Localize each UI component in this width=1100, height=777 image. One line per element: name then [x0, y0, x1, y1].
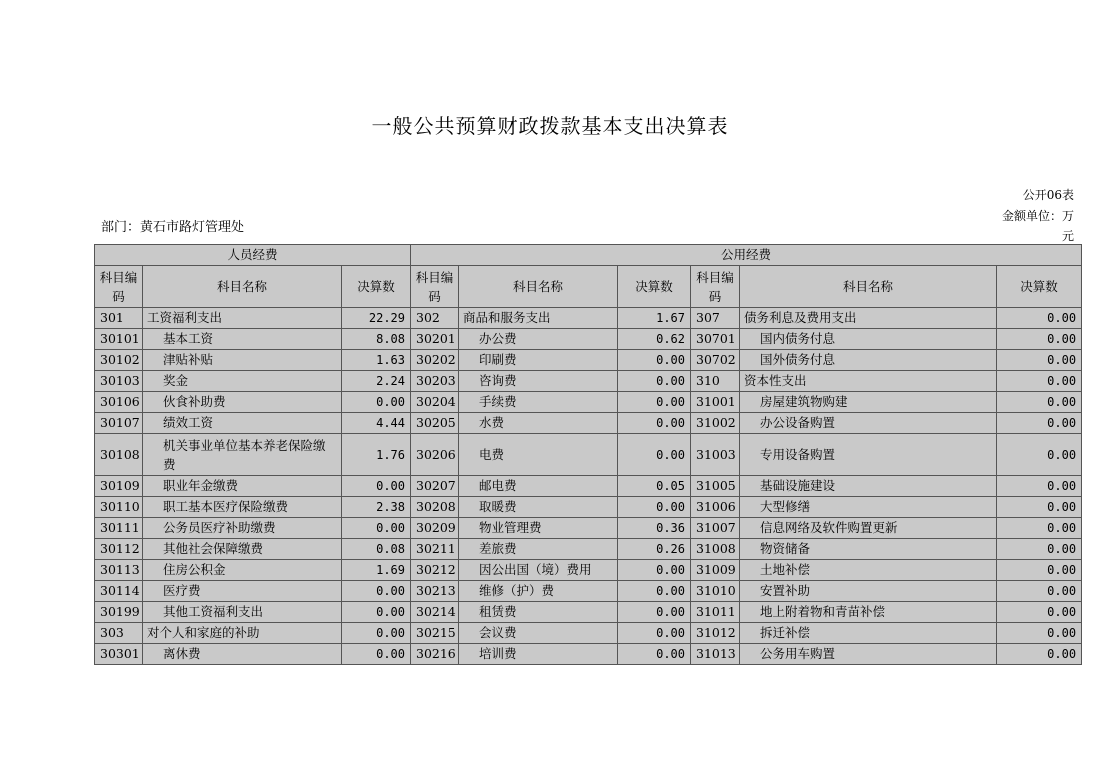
header-amount: 决算数	[997, 266, 1082, 308]
item-name: 国外债务付息	[740, 350, 997, 371]
table-row	[95, 560, 1082, 581]
item-code: 31009	[691, 560, 740, 581]
item-code: 30103	[95, 371, 143, 392]
group-header-row	[95, 245, 1082, 266]
header-code: 科目编码	[691, 266, 740, 308]
item-amount: 0.00	[997, 623, 1082, 644]
item-name: 会议费	[459, 623, 618, 644]
item-amount: 0.00	[997, 560, 1082, 581]
item-amount: 0.00	[997, 329, 1082, 350]
item-name: 因公出国（境）费用	[459, 560, 618, 581]
item-name: 水费	[459, 413, 618, 434]
form-number: 公开06表	[1022, 188, 1074, 202]
item-code: 30113	[95, 560, 143, 581]
item-name: 其他工资福利支出	[143, 602, 342, 623]
item-name: 住房公积金	[143, 560, 342, 581]
item-amount: 0.00	[997, 392, 1082, 413]
item-code: 31010	[691, 581, 740, 602]
item-amount: 22.29	[342, 308, 411, 329]
item-name: 奖金	[143, 371, 342, 392]
item-name: 电费	[459, 434, 618, 476]
table-row	[95, 413, 1082, 434]
table-row	[95, 623, 1082, 644]
item-amount: 0.00	[342, 392, 411, 413]
table-row	[95, 497, 1082, 518]
item-name: 其他社会保障缴费	[143, 539, 342, 560]
item-amount: 1.76	[342, 434, 411, 476]
item-code: 301	[95, 308, 143, 329]
item-code: 307	[691, 308, 740, 329]
item-code: 30301	[95, 644, 143, 665]
item-code: 30111	[95, 518, 143, 539]
item-name: 咨询费	[459, 371, 618, 392]
item-amount: 0.26	[618, 539, 691, 560]
item-amount: 0.00	[342, 623, 411, 644]
item-name: 维修（护）费	[459, 581, 618, 602]
table-row	[95, 329, 1082, 350]
item-amount: 0.00	[618, 644, 691, 665]
item-code: 31006	[691, 497, 740, 518]
item-name: 商品和服务支出	[459, 308, 618, 329]
item-code: 31013	[691, 644, 740, 665]
item-code: 30206	[411, 434, 459, 476]
item-name: 基础设施建设	[740, 476, 997, 497]
item-code: 310	[691, 371, 740, 392]
item-name: 专用设备购置	[740, 434, 997, 476]
item-code: 30211	[411, 539, 459, 560]
item-code: 30216	[411, 644, 459, 665]
item-amount: 0.00	[997, 413, 1082, 434]
item-code: 30201	[411, 329, 459, 350]
item-amount: 0.00	[342, 476, 411, 497]
header-code: 科目编码	[411, 266, 459, 308]
item-name: 伙食补助费	[143, 392, 342, 413]
item-code: 30209	[411, 518, 459, 539]
header-name: 科目名称	[740, 266, 997, 308]
item-code: 30107	[95, 413, 143, 434]
item-code: 30702	[691, 350, 740, 371]
item-amount: 0.00	[342, 581, 411, 602]
item-code: 31003	[691, 434, 740, 476]
item-code: 31008	[691, 539, 740, 560]
item-code: 30199	[95, 602, 143, 623]
table-row	[95, 350, 1082, 371]
item-name: 培训费	[459, 644, 618, 665]
item-amount: 0.00	[618, 581, 691, 602]
amount-unit: 金额单位：万元	[1001, 209, 1074, 243]
header-name: 科目名称	[459, 266, 618, 308]
item-amount: 0.00	[342, 518, 411, 539]
item-name: 物资储备	[740, 539, 997, 560]
item-name: 物业管理费	[459, 518, 618, 539]
item-code: 30701	[691, 329, 740, 350]
item-amount: 1.67	[618, 308, 691, 329]
item-name: 机关事业单位基本养老保险缴费	[143, 434, 342, 476]
item-amount: 4.44	[342, 413, 411, 434]
item-name: 公务用车购置	[740, 644, 997, 665]
item-amount: 0.00	[997, 308, 1082, 329]
group-personnel: 人员经费	[95, 245, 411, 266]
item-code: 30212	[411, 560, 459, 581]
item-amount: 0.00	[618, 392, 691, 413]
item-name: 手续费	[459, 392, 618, 413]
item-code: 30114	[95, 581, 143, 602]
item-amount: 0.00	[997, 350, 1082, 371]
item-code: 30204	[411, 392, 459, 413]
item-name: 办公设备购置	[740, 413, 997, 434]
item-amount: 2.24	[342, 371, 411, 392]
header-name: 科目名称	[143, 266, 342, 308]
item-amount: 2.38	[342, 497, 411, 518]
item-name: 对个人和家庭的补助	[143, 623, 342, 644]
item-amount: 0.00	[997, 371, 1082, 392]
item-amount: 0.00	[618, 413, 691, 434]
item-amount: 0.62	[618, 329, 691, 350]
item-name: 基本工资	[143, 329, 342, 350]
item-name: 办公费	[459, 329, 618, 350]
item-name: 邮电费	[459, 476, 618, 497]
item-code: 31012	[691, 623, 740, 644]
table-row	[95, 434, 1082, 476]
item-code: 30202	[411, 350, 459, 371]
item-code: 30203	[411, 371, 459, 392]
item-code: 31011	[691, 602, 740, 623]
item-amount: 0.00	[997, 497, 1082, 518]
item-code: 30108	[95, 434, 143, 476]
item-name: 地上附着物和青苗补偿	[740, 602, 997, 623]
item-amount: 0.00	[997, 602, 1082, 623]
item-amount: 0.00	[342, 644, 411, 665]
item-name: 绩效工资	[143, 413, 342, 434]
item-amount: 0.00	[997, 539, 1082, 560]
item-amount: 0.00	[618, 371, 691, 392]
table-row	[95, 392, 1082, 413]
table-row	[95, 308, 1082, 329]
item-name: 租赁费	[459, 602, 618, 623]
item-amount: 8.08	[342, 329, 411, 350]
item-name: 印刷费	[459, 350, 618, 371]
item-name: 职工基本医疗保险缴费	[143, 497, 342, 518]
item-amount: 0.00	[997, 644, 1082, 665]
item-code: 30205	[411, 413, 459, 434]
column-header-row	[95, 266, 1082, 308]
item-amount: 0.00	[618, 623, 691, 644]
item-code: 30110	[95, 497, 143, 518]
department-label: 部门：黄石市路灯管理处	[101, 220, 245, 235]
item-name: 差旅费	[459, 539, 618, 560]
item-code: 30101	[95, 329, 143, 350]
table-row	[95, 581, 1082, 602]
item-amount: 0.00	[618, 602, 691, 623]
item-code: 30106	[95, 392, 143, 413]
item-name: 津贴补贴	[143, 350, 342, 371]
item-code: 303	[95, 623, 143, 644]
header-code: 科目编码	[95, 266, 143, 308]
page-title: 一般公共预算财政拨款基本支出决算表	[371, 114, 729, 138]
item-name: 大型修缮	[740, 497, 997, 518]
item-code: 30213	[411, 581, 459, 602]
item-amount: 1.69	[342, 560, 411, 581]
budget-table	[94, 244, 1082, 665]
item-code: 31005	[691, 476, 740, 497]
item-code: 30208	[411, 497, 459, 518]
item-code: 30214	[411, 602, 459, 623]
item-name: 债务利息及费用支出	[740, 308, 997, 329]
item-name: 房屋建筑物购建	[740, 392, 997, 413]
item-amount: 0.00	[618, 350, 691, 371]
group-public: 公用经费	[411, 245, 1082, 266]
item-code: 30109	[95, 476, 143, 497]
item-amount: 0.00	[618, 560, 691, 581]
item-code: 31002	[691, 413, 740, 434]
item-name: 工资福利支出	[143, 308, 342, 329]
item-name: 信息网络及软件购置更新	[740, 518, 997, 539]
item-amount: 0.00	[618, 497, 691, 518]
item-code: 30102	[95, 350, 143, 371]
item-amount: 0.00	[618, 434, 691, 476]
item-name: 取暖费	[459, 497, 618, 518]
item-name: 拆迁补偿	[740, 623, 997, 644]
item-code: 302	[411, 308, 459, 329]
item-code: 31007	[691, 518, 740, 539]
header-amount: 决算数	[342, 266, 411, 308]
table-row	[95, 539, 1082, 560]
table-row	[95, 518, 1082, 539]
item-code: 30112	[95, 539, 143, 560]
table-row	[95, 371, 1082, 392]
item-name: 医疗费	[143, 581, 342, 602]
item-amount: 0.00	[997, 518, 1082, 539]
item-name: 资本性支出	[740, 371, 997, 392]
table-row	[95, 476, 1082, 497]
item-name: 公务员医疗补助缴费	[143, 518, 342, 539]
item-amount: 0.36	[618, 518, 691, 539]
item-code: 30215	[411, 623, 459, 644]
item-name: 土地补偿	[740, 560, 997, 581]
item-name: 离休费	[143, 644, 342, 665]
item-amount: 0.00	[997, 581, 1082, 602]
item-amount: 0.05	[618, 476, 691, 497]
header-amount: 决算数	[618, 266, 691, 308]
item-amount: 0.00	[997, 476, 1082, 497]
item-amount: 1.63	[342, 350, 411, 371]
item-amount: 0.00	[342, 602, 411, 623]
item-name: 安置补助	[740, 581, 997, 602]
table-row	[95, 602, 1082, 623]
item-name: 职业年金缴费	[143, 476, 342, 497]
item-amount: 0.08	[342, 539, 411, 560]
item-name: 国内债务付息	[740, 329, 997, 350]
table-row	[95, 644, 1082, 665]
item-code: 30207	[411, 476, 459, 497]
item-amount: 0.00	[997, 434, 1082, 476]
item-code: 31001	[691, 392, 740, 413]
